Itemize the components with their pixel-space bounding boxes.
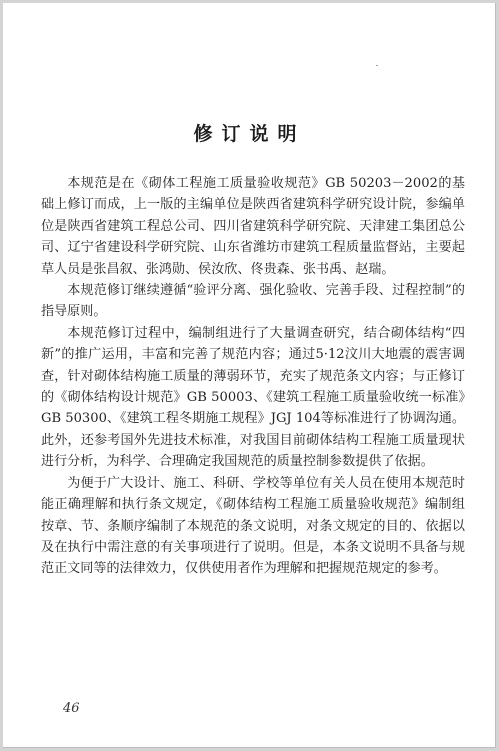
paragraph-2: 本规范修订继续遵循“验评分离、强化验收、完善手段、过程控制”的指导原则。 xyxy=(41,283,465,320)
paragraph-1: 本规范是在《砌体工程施工质量验收规范》GB 50203－2002的基础上修订而成，上一版的主编单位是陕西省建筑科学研究设计院，参编单位是陕西省建筑工程总公司、四川省建筑科学研究院、天津建工集团总公司、辽宁省建设科学研究院、山东省潍坊市建筑工程质量监督站，主要起草人员是张昌叙、张鸿勋、侯汝欣、佟贵森、张书禹、赵瑞。 xyxy=(41,176,465,277)
paragraph-3: 本规范修订过程中，编制组进行了大量调查研究，结合砌体结构“四新”的推广运用，丰富和完善了规范内容；通过5·12汶川大地震的震害调查，针对砌体结构施工质量的薄弱环节，充实了规范条文内容；与正修订的《砌体结构设计规范》GB 50003、《建筑工程施工质量验收统一标准》GB 50300、《建筑工程冬期施工规程》JGJ 104等标准进行了协调沟通。此外，还参考国外先进技术标准，对我国目前砌体结构工程施工质量现状进行分析，为科学、合理确定我国规范的质量控制参数提供了依据。 xyxy=(41,325,465,470)
body-text xyxy=(41,173,465,580)
page-number: 46 xyxy=(63,701,80,716)
page-title: 修订说明 xyxy=(193,123,306,145)
document-page xyxy=(3,3,496,748)
paragraph-4: 为便于广大设计、施工、科研、学校等单位有关人员在使用本规范时能正确理解和执行条文规定，《砌体结构工程施工质量验收规范》编制组按章、节、条顺序编制了本规范的条文说明，对条文规定的目的、依据以及在执行中需注意的有关事项进行了说明。但是，本条文说明不具备与规范正文同等的法律效力，仅供使用者作为理解和把握规范规定的参考。 xyxy=(41,475,465,577)
scan-speck xyxy=(376,65,378,66)
